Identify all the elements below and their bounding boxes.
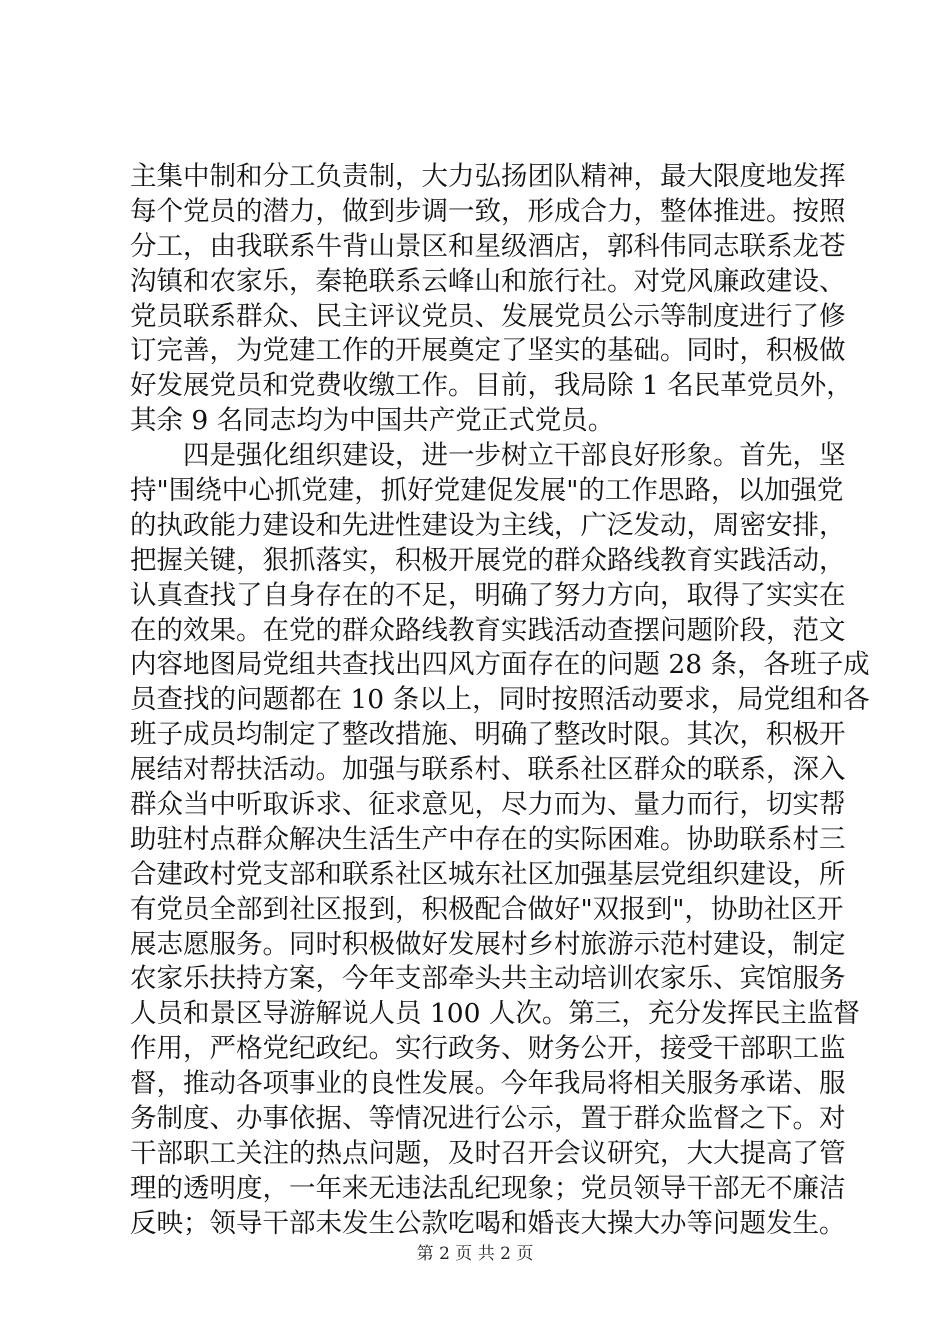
text-line: 每个党员的潜力，做到步调一致，形成合力，整体推进。按照 xyxy=(130,195,846,227)
text-line: 干部职工关注的热点问题，及时召开会议研究，大大提高了管 xyxy=(130,1137,846,1169)
text-line: 好发展党员和党费收缴工作。目前，我局除 1 名民革党员外， xyxy=(130,370,853,402)
paragraph-2 xyxy=(130,439,870,1241)
text-line: 理的透明度，一年来无违法乱纪现象；党员领导干部无不廉洁 xyxy=(130,1172,846,1204)
text-line: 认真查找了自身存在的不足，明确了努力方向，取得了实实在 xyxy=(130,579,846,611)
text-line: 作用，严格党纪政纪。实行政务、财务公开，接受干部职工监 xyxy=(130,1033,846,1065)
text-line: 群众当中听取诉求、征求意见，尽力而为、量力而行，切实帮 xyxy=(130,789,846,821)
text-line: 有党员全部到社区报到，积极配合做好"双报到"，协助社区开 xyxy=(130,893,844,925)
document-body xyxy=(130,160,870,1242)
text-line: 合建政村党支部和联系社区城东社区加强基层党组织建设，所 xyxy=(130,858,846,890)
text-line: 沟镇和农家乐，秦艳联系云峰山和旅行社。对党风廉政建设、 xyxy=(130,265,846,297)
text-line: 督，推动各项事业的良性发展。今年我局将相关服务承诺、服 xyxy=(130,1068,846,1100)
text-line: 班子成员均制定了整改措施、明确了整改时限。其次，积极开 xyxy=(130,719,846,751)
paragraph-1 xyxy=(130,160,853,439)
text-line: 内容地图局党组共查找出四风方面存在的问题 28 条，各班子成 xyxy=(130,649,870,681)
text-line: 分工，由我联系牛背山景区和星级酒店，郭科伟同志联系龙苍 xyxy=(130,230,846,262)
text-line: 农家乐扶持方案，今年支部牵头共主动培训农家乐、宾馆服务 xyxy=(130,963,846,995)
text-line: 员查找的问题都在 10 条以上，同时按照活动要求，局党组和各 xyxy=(130,684,870,716)
text-line: 其余 9 名同志均为中国共产党正式党员。 xyxy=(130,405,615,437)
text-line: 展结对帮扶活动。加强与联系村、联系社区群众的联系，深入 xyxy=(130,754,846,786)
text-line: 党员联系群众、民主评议党员、发展党员公示等制度进行了修 xyxy=(130,300,846,332)
text-line: 的执政能力建设和先进性建设为主线，广泛发动，周密安排， xyxy=(130,509,846,541)
text-line: 反映；领导干部未发生公款吃喝和婚丧大操大办等问题发生。 xyxy=(130,1207,846,1239)
text-line: 主集中制和分工负责制，大力弘扬团队精神，最大限度地发挥 xyxy=(130,161,846,192)
text-line: 在的效果。在党的群众路线教育实践活动查摆问题阶段，范文 xyxy=(130,614,846,646)
text-line: 务制度、办事依据、等情况进行公示，置于群众监督之下。对 xyxy=(130,1103,846,1135)
text-line: 人员和景区导游解说人员 100 人次。第三，充分发挥民主监督 xyxy=(130,998,860,1030)
text-line: 持"围绕中心抓党建，抓好党建促发展"的工作思路，以加强党 xyxy=(130,475,844,507)
page-number: 第 2 页 共 2 页 xyxy=(416,1244,534,1264)
text-line: 把握关键，狠抓落实，积极开展党的群众路线教育实践活动， xyxy=(130,544,846,576)
text-line: 展志愿服务。同时积极做好发展村乡村旅游示范村建设，制定 xyxy=(130,928,846,960)
page-footer xyxy=(0,1243,950,1265)
text-line: 助驻村点群众解决生活生产中存在的实际困难。协助联系村三 xyxy=(130,823,846,855)
text-line: 订完善，为党建工作的开展奠定了坚实的基础。同时，积极做 xyxy=(130,335,846,367)
text-line: 四是强化组织建设，进一步树立干部良好形象。首先，坚 xyxy=(183,440,846,472)
